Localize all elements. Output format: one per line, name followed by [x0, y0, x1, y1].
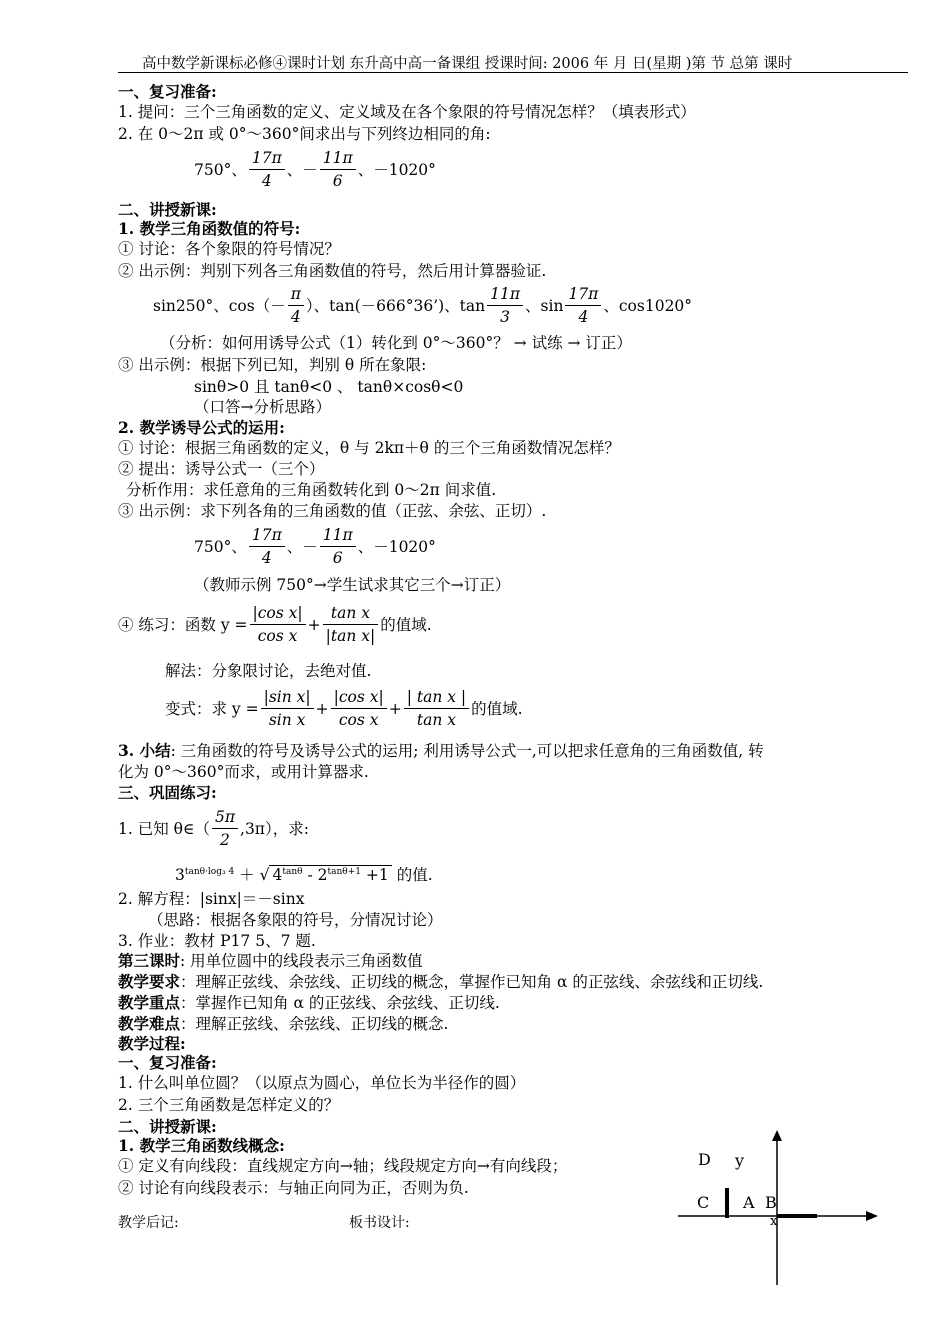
new-lesson-title: 二、讲授新课:	[118, 200, 217, 219]
formula-purpose: 分析作用：求任意角的三角函数转化到 0～2π 间求值.	[126, 481, 497, 499]
summary-line-2: 化为 0°～360°而求，或用计算器求.	[118, 763, 369, 781]
label-A: A	[743, 1193, 755, 1212]
trig-line-item-2: ② 讨论有向线段表示：与轴正向同为正，否则为负.	[118, 1179, 469, 1197]
fraction-pi-4: $\frac{\pi}{4}$	[288, 283, 304, 328]
review-title-2: 一、复习准备:	[118, 1053, 217, 1072]
teaching-process: 教学过程:	[118, 1034, 186, 1053]
teaching-requirement: 教学要求：理解正弦线、余弦线、正切线的概念，掌握作已知角 α 的正弦线、余弦线和正切线.	[118, 972, 764, 991]
section-2-item-3: ③ 出示例：求下列各角的三角函数的值（正弦、余弦、正切）.	[118, 502, 547, 520]
fraction-17pi-4c: $\frac{17\pi}{4}$	[249, 524, 285, 569]
angle-750: 750°、	[194, 160, 247, 179]
new-lesson-title-2: 二、讲授新课:	[118, 1117, 217, 1136]
fraction-11pi-6: $\frac{11\pi}{6}$	[320, 147, 356, 192]
sign-expression: sin250°、cos（－ $\frac{\pi}{4}$ ）、tan(－666°36’)、tan $\frac{11\pi}{3}$ 、sin $\frac{17\pi}{4}$ 、cos1020°	[153, 285, 693, 326]
angle-neg1020: 、－1020°	[357, 160, 436, 179]
teacher-example-note: （教师示例 750°→学生试求其它三个→订正）	[194, 576, 511, 594]
section-2-title: 2. 教学诱导公式的运用:	[118, 418, 285, 437]
summary-line-1: 3. 小结: 三角函数的符号及诱导公式的运用; 利用诱导公式一,可以把求任意角的三角函数值, 转	[118, 741, 764, 760]
review-title: 一、复习准备:	[118, 82, 217, 101]
section-2-item-1: ① 讨论：根据三角函数的定义，θ 与 2kπ＋θ 的三个三角函数情况怎样？	[118, 439, 620, 457]
separator: 、－	[286, 160, 318, 179]
quadrant-conditions: sinθ>0 且 tanθ<0 、 tanθ×cosθ<0	[194, 378, 464, 396]
exercise-4: ④ 练习：函数 y = $\frac{\text{|cos x|}}{\text{cos x}}$ + $\frac{\text{tan x}}{\text{|tan x|}}$ 的值域.	[118, 604, 432, 645]
section-2-item-2: ② 提出：诱导公式一（三个）	[118, 460, 325, 478]
oral-answer-note: （口答→分析思路）	[194, 398, 331, 416]
solution-method: 解法：分象限讨论，去绝对值.	[165, 662, 372, 680]
fraction-5pi-2: $\frac{5\pi}{2}$	[212, 806, 238, 851]
x-arrow-icon	[866, 1211, 878, 1221]
review-2-item-2: 2. 三个三角函数是怎样定义的？	[118, 1096, 340, 1114]
fraction-17pi-4b: $\frac{17\pi}{4}$	[565, 283, 601, 328]
label-D: D	[698, 1150, 711, 1169]
practice-1: 1. 已知 θ∈（ $\frac{5\pi}{2}$ ,3π），求:	[118, 808, 309, 849]
lesson-3-title: 第三课时: 用单位圆中的线段表示三角函数值	[118, 951, 423, 970]
label-x: x	[770, 1214, 778, 1229]
review-item-1: 1. 提问：三个三角函数的定义、定义域及在各个象限的符号情况怎样？（填表形式）	[118, 103, 696, 121]
analysis-note: （分析：如何用诱导公式（1）转化到 0°～360°？ → 试练 → 订正）	[160, 334, 632, 352]
fraction-abs-tan-2: $\frac{\text{| tan x |}}{\text{tan x}}$	[404, 686, 469, 731]
trig-line-item-1: ① 定义有向线段：直线规定方向→轴；线段规定方向→有向线段；	[118, 1157, 568, 1175]
section-1-title: 1. 教学三角函数值的符号:	[118, 219, 301, 238]
footer-postscript: 教学后记:	[118, 1215, 179, 1231]
label-y: y	[735, 1151, 745, 1170]
practice-1-expression: $3^{tan\theta\cdot log_3 4}$ ＋ √ $4^{tan\theta} - 2^{tan\theta+1} +1$ 的值.	[175, 866, 433, 885]
fraction-abs-sin: $\frac{\text{|sin x|}}{\text{sin x}}$	[261, 686, 314, 731]
angle-list-2: 750°、 $\frac{17\pi}{4}$ 、－ $\frac{11\pi}{6}$ 、－1020°	[194, 526, 436, 567]
label-C: C	[697, 1193, 710, 1212]
fraction-abs-cos: $\frac{\text{|cos x|}}{\text{cos x}}$	[250, 602, 306, 647]
practice-2: 2. 解方程：|sinx|＝－sinx	[118, 890, 305, 908]
review-item-2: 2. 在 0～2π 或 0°～360°间求出与下列终边相同的角:	[118, 125, 491, 143]
teaching-difficulty: 教学难点：理解正弦线、余弦线、正切线的概念.	[118, 1014, 449, 1033]
teaching-key-point: 教学重点：掌握作已知角 α 的正弦线、余弦线、正切线.	[118, 993, 500, 1012]
header-rule	[118, 72, 908, 73]
sqrt-icon: √	[259, 866, 270, 885]
label-B: B	[765, 1193, 777, 1212]
section-1-item-3: ③ 出示例：根据下列已知，判别 θ 所在象限:	[118, 356, 427, 374]
page-header: 高中数学新课标必修④课时计划 东升高中高一备课组 授课时间: 2006 年 月 日(星期 )第 节 总第 课时	[142, 56, 793, 72]
practice-3: 3. 作业：教材 P17 5、7 题.	[118, 932, 316, 950]
practice-title: 三、巩固练习:	[118, 783, 217, 802]
footer-board-design: 板书设计:	[349, 1215, 410, 1231]
fraction-11pi-3: $\frac{11\pi}{3}$	[487, 283, 523, 328]
section-1-item-2: ② 出示例：判别下列各三角函数值的符号，然后用计算器验证.	[118, 262, 547, 280]
fraction-abs-cos-2: $\frac{\text{|cos x|}}{\text{cos x}}$	[331, 686, 387, 731]
trig-line-title: 1. 教学三角函数线概念:	[118, 1136, 285, 1155]
fraction-11pi-6b: $\frac{11\pi}{6}$	[320, 524, 356, 569]
review-2-item-1: 1. 什么叫单位圆？（以原点为圆心，单位长为半径作的圆）	[118, 1074, 526, 1092]
practice-2-hint: （思路：根据各象限的符号，分情况讨论）	[148, 911, 443, 929]
fraction-abs-tan: $\frac{\text{tan x}}{\text{|tan x|}}$	[323, 602, 379, 647]
section-1-item-1: ① 讨论：各个象限的符号情况？	[118, 240, 340, 258]
fraction-17pi-4: $\frac{17\pi}{4}$	[249, 147, 285, 192]
y-arrow-icon	[772, 1130, 782, 1141]
variant-exercise: 变式：求 y = $\frac{\text{|sin x|}}{\text{sin x}}$ + $\frac{\text{|cos x|}}{\text{cos x}}$ + $\frac{\text{| tan x |}}{\text{tan x}}$ 的值域.	[165, 688, 523, 729]
angle-list-1	[194, 147, 436, 192]
